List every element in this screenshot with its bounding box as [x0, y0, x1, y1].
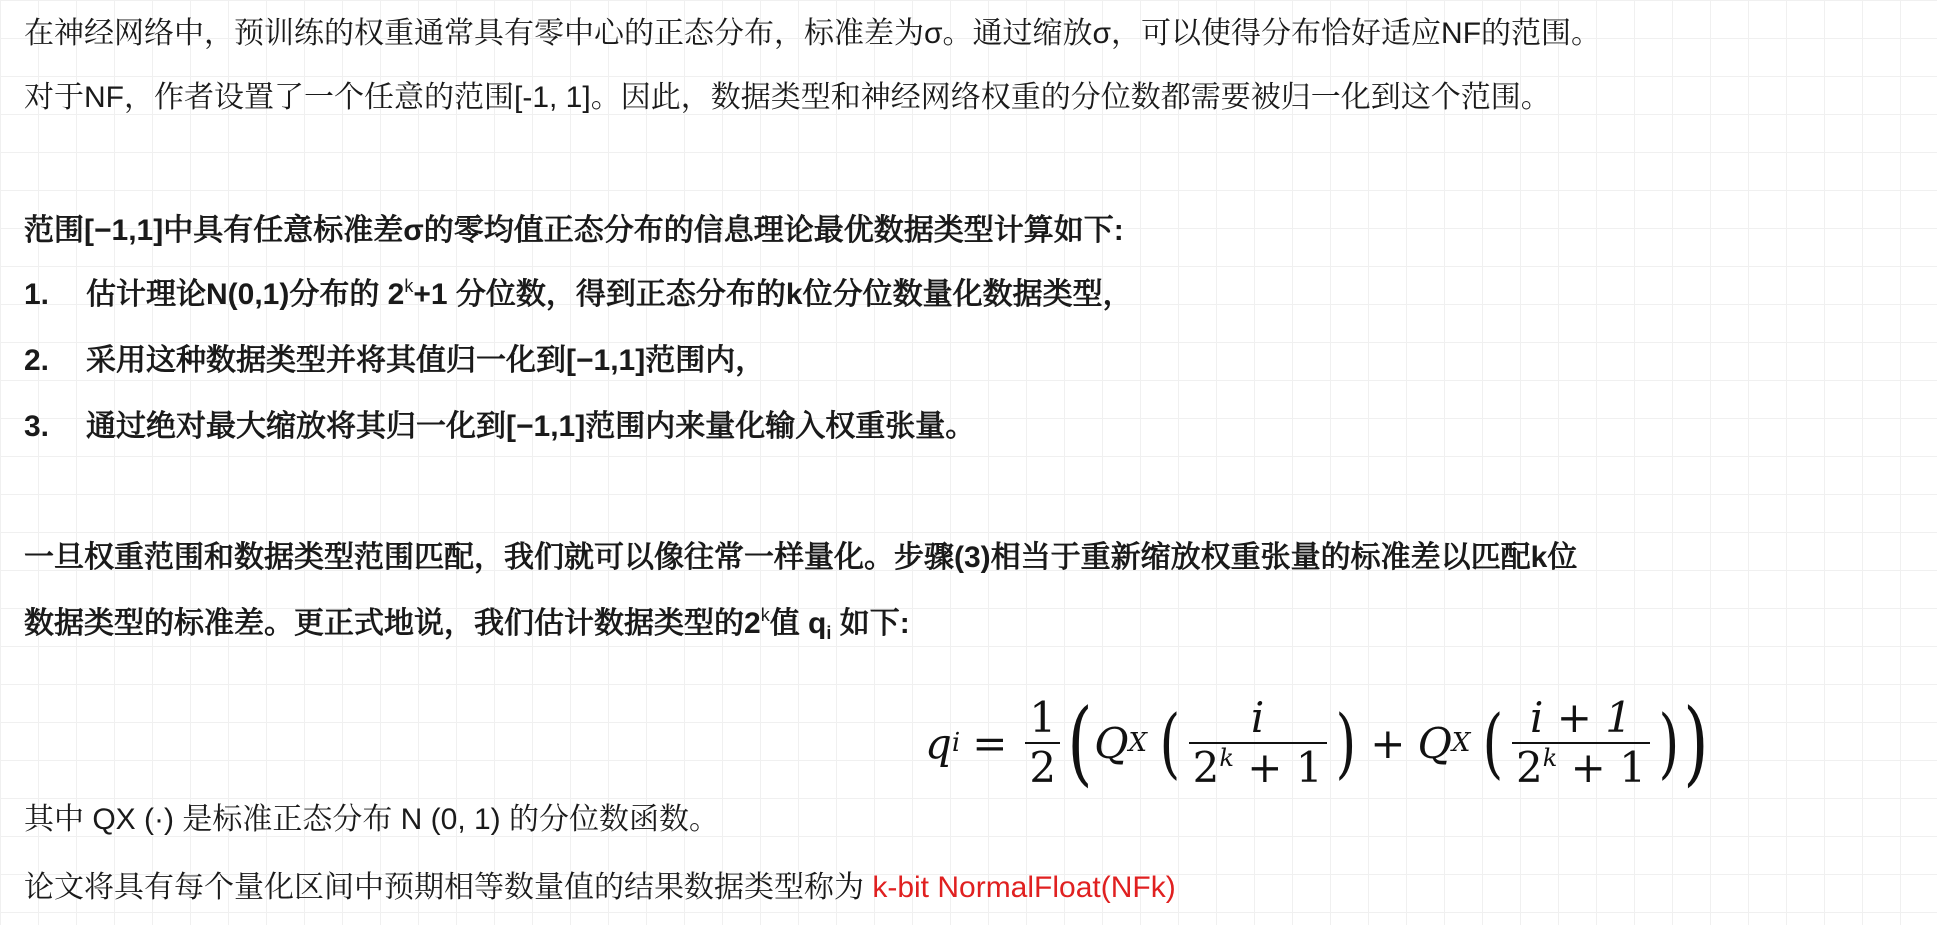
formula-paren-open-2: (: [1482, 698, 1504, 787]
step-1-text-before: 估计理论N(0,1)分布的 2: [86, 278, 405, 311]
formula-fraction-2-den-sup: k: [1542, 744, 1558, 772]
step-3-number: 3.: [24, 410, 50, 443]
paragraph-1-line-2: 对于NF，作者设置了一个任意的范围[-1, 1]。因此，数据类型和神经网络权重的分位数都需要被归一化到这个范围。: [24, 81, 1551, 114]
formula-fraction-2-den-base: 2: [1516, 743, 1543, 792]
paragraph-4-line-1: 其中 QX (·) 是标准正态分布 N (0, 1) 的分位数函数。: [24, 803, 720, 836]
step-1-number: 1.: [24, 278, 50, 311]
formula-half-denominator: 2: [1029, 743, 1057, 792]
paragraph-4-line-2-before: 论文将具有每个量化区间中预期相等数量值的结果数据类型称为: [24, 871, 873, 904]
formula-paren-close-1: ): [1335, 698, 1356, 787]
formula-half: [1025, 693, 1060, 792]
formula-q-function-1: Q: [1094, 718, 1129, 768]
formula-fraction-1-den-sup: k: [1219, 744, 1234, 772]
formula-fraction-2-numerator: i + 1: [1529, 693, 1633, 742]
formula-fraction-1: [1189, 693, 1327, 792]
formula-fraction-1-numerator: i: [1250, 693, 1265, 742]
step-2-number: 2.: [24, 344, 50, 377]
step-1-text-after: +1 分位数，得到正态分布的k位分位数量化数据类型，: [413, 278, 1133, 311]
paragraph-3-superscript: k: [760, 605, 770, 625]
formula-fraction-1-denominator: [1189, 743, 1327, 792]
formula-paren-close-2: ): [1658, 698, 1680, 787]
paragraph-3-line-2-mid: 值 q: [769, 607, 827, 640]
paragraph-3-line-2-after: 如下:: [831, 607, 910, 640]
nfk-highlight: k-bit NormalFloat(NFk): [872, 871, 1176, 904]
formula-outer-paren-open: (: [1067, 689, 1093, 796]
step-1: [24, 275, 1133, 315]
paragraph-3-line-2-before: 数据类型的标准差。更正式地说，我们估计数据类型的2: [24, 607, 761, 640]
step-3: [24, 407, 975, 447]
formula-q-function-2: Q: [1417, 718, 1452, 768]
formula-fraction-1-den-base: 2: [1192, 743, 1220, 792]
formula-q-subscript-2: X: [1451, 728, 1471, 758]
paragraph-3-line-2: [24, 604, 910, 644]
formula-paren-open-1: (: [1159, 698, 1181, 787]
quantile-formula: q i = $\frac{1}{2}$ ( Q X ( $\frac{i}{2^k + 1}$ ) + Q X ( $\frac{i + 1}{2^k + 1}$ ) ): [925, 689, 1709, 796]
paragraph-4-line-2: [24, 868, 1176, 908]
formula-fraction-2-denominator: [1512, 743, 1650, 792]
paragraph-3-line-1: 一旦权重范围和数据类型范围匹配，我们就可以像往常一样量化。步骤(3)相当于重新缩放权重张量的标准差以匹配k位: [24, 541, 1578, 574]
formula-outer-paren-close: ): [1682, 689, 1709, 796]
paragraph-3-subscript: i: [826, 623, 832, 643]
step-3-text: 通过绝对最大缩放将其归一化到[−1,1]范围内来量化输入权重张量。: [86, 410, 976, 443]
procedure-intro: 范围[−1,1]中具有任意标准差σ的零均值正态分布的信息理论最优数据类型计算如下:: [24, 214, 1124, 247]
step-1-superscript: k: [404, 276, 414, 296]
formula-plus: +: [1370, 718, 1406, 768]
formula-lhs: q: [925, 718, 952, 768]
paragraph-1-line-1: 在神经网络中，预训练的权重通常具有零中心的正态分布，标准差为σ。通过缩放σ，可以使得分布恰好适应NF的范围。: [24, 17, 1602, 50]
formula-q-subscript-1: X: [1128, 728, 1148, 758]
formula-half-numerator: 1: [1029, 693, 1057, 742]
formula-fraction-2: [1512, 693, 1650, 792]
formula-fraction-2-den-rest: + 1: [1557, 743, 1646, 792]
formula-equals: =: [972, 718, 1008, 768]
formula-fraction-1-den-rest: + 1: [1233, 743, 1323, 792]
step-2: [24, 341, 765, 381]
step-2-text: 采用这种数据类型并将其值归一化到[−1,1]范围内，: [86, 344, 766, 377]
